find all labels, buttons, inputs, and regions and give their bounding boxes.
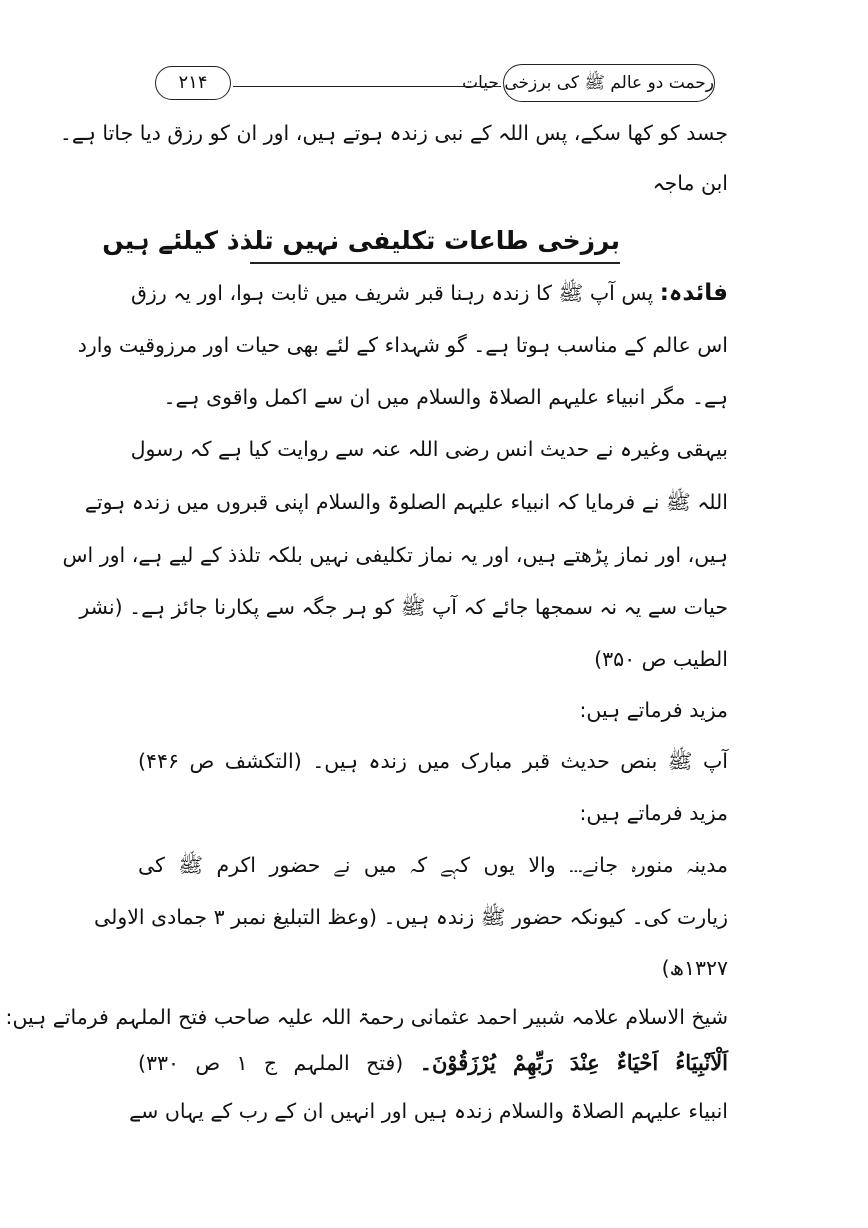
section-heading: برزخی طاعات تکلیفی نہیں تلذذ کیلئے ہیں [250,222,620,264]
text-line-9: حیات سے یہ نہ سمجھا جائے کہ آپ ﷺ کو ہر جگہ سے پکارنا جائز ہے۔ (نشر [79,595,728,619]
text-line-3 [131,278,728,308]
running-header [155,64,715,104]
text-line-7: اللہ ﷺ نے فرمایا کہ انبیاء علیہم الصلوۃ والسلام اپنی قبروں میں زندہ ہوتے [84,490,728,514]
text-line-18 [138,1048,728,1078]
text-line-15: زیارت کی۔ کیونکہ حضور ﷺ زندہ ہیں۔ (وعظ التبلیغ نمبر ۳ جمادی الاولی [93,905,728,929]
text-line-3-body: پس آپ ﷺ کا زندہ رہنا قبر شریف میں ثابت ہوا، اور یہ رزق [131,281,654,305]
text-line-12: آپ ﷺ بنص حدیث قبر مبارک میں زندہ ہیں۔ (التکشف ص ۴۴۶) [138,749,728,773]
text-line-16: ۱۳۲۷ھ) [661,956,728,980]
text-line-4: اس عالم کے مناسب ہوتا ہے۔ گو شہداء کے لئے بھی حیات اور مرزوقیت وارد [77,333,728,357]
citation-ibn-majah: ابن ماجہ [652,171,728,195]
text-line-8: ہیں، اور نماز پڑھتے ہیں، اور یہ نماز تکلیفی نہیں بلکہ تلذذ کے لیے ہے، اور اس [62,543,728,567]
header-title: رحمت دو عالم ﷺ کی برزخی حیات [503,64,715,102]
text-line-6: بیہقی وغیرہ نے حدیث انس رضی اللہ عنہ سے روایت کیا ہے کہ رسول [130,437,728,461]
note-label: فائدہ: [659,280,728,306]
text-line-17: شیخ الاسلام علامہ شبیر احمد عثمانی رحمۃ اللہ علیہ صاحب فتح الملہم فرماتے ہیں: [5,1005,728,1029]
text-line-14: مدینہ منورہ جانے۔۔۔ والا یوں کہے کہ میں نے حضور اکرم ﷺ کی [138,853,728,877]
header-rule [233,86,501,87]
text-line-10: الطیب ص ۳۵۰) [594,647,728,671]
text-line-19: انبیاء علیہم الصلاۃ والسلام زندہ ہیں اور انہیں ان کے رب کے یہاں سے [129,1099,728,1123]
text-line-11: مزید فرماتے ہیں: [579,698,728,722]
text-line-1: جسد کو کھا سکے، پس اللہ کے نبی زندہ ہوتے ہیں، اور ان کو رزق دیا جاتا ہے۔ [59,121,728,145]
arabic-quote: اَلْاَنْبِیَاءُ اَحْیَاءٌ عِنْدَ رَبِّهِمْ یُرْزَقُوْنَ۔ [419,1050,729,1075]
citation-fath-al-mulhim: (فتح الملہم ج ۱ ص ۳۳۰) [138,1051,404,1075]
text-line-13: مزید فرماتے ہیں: [579,801,728,825]
text-line-5: ہے۔ مگر انبیاء علیہم الصلاۃ والسلام میں ان سے اکمل واقوی ہے۔ [163,385,728,409]
page-number: ۲۱۴ [155,66,231,100]
